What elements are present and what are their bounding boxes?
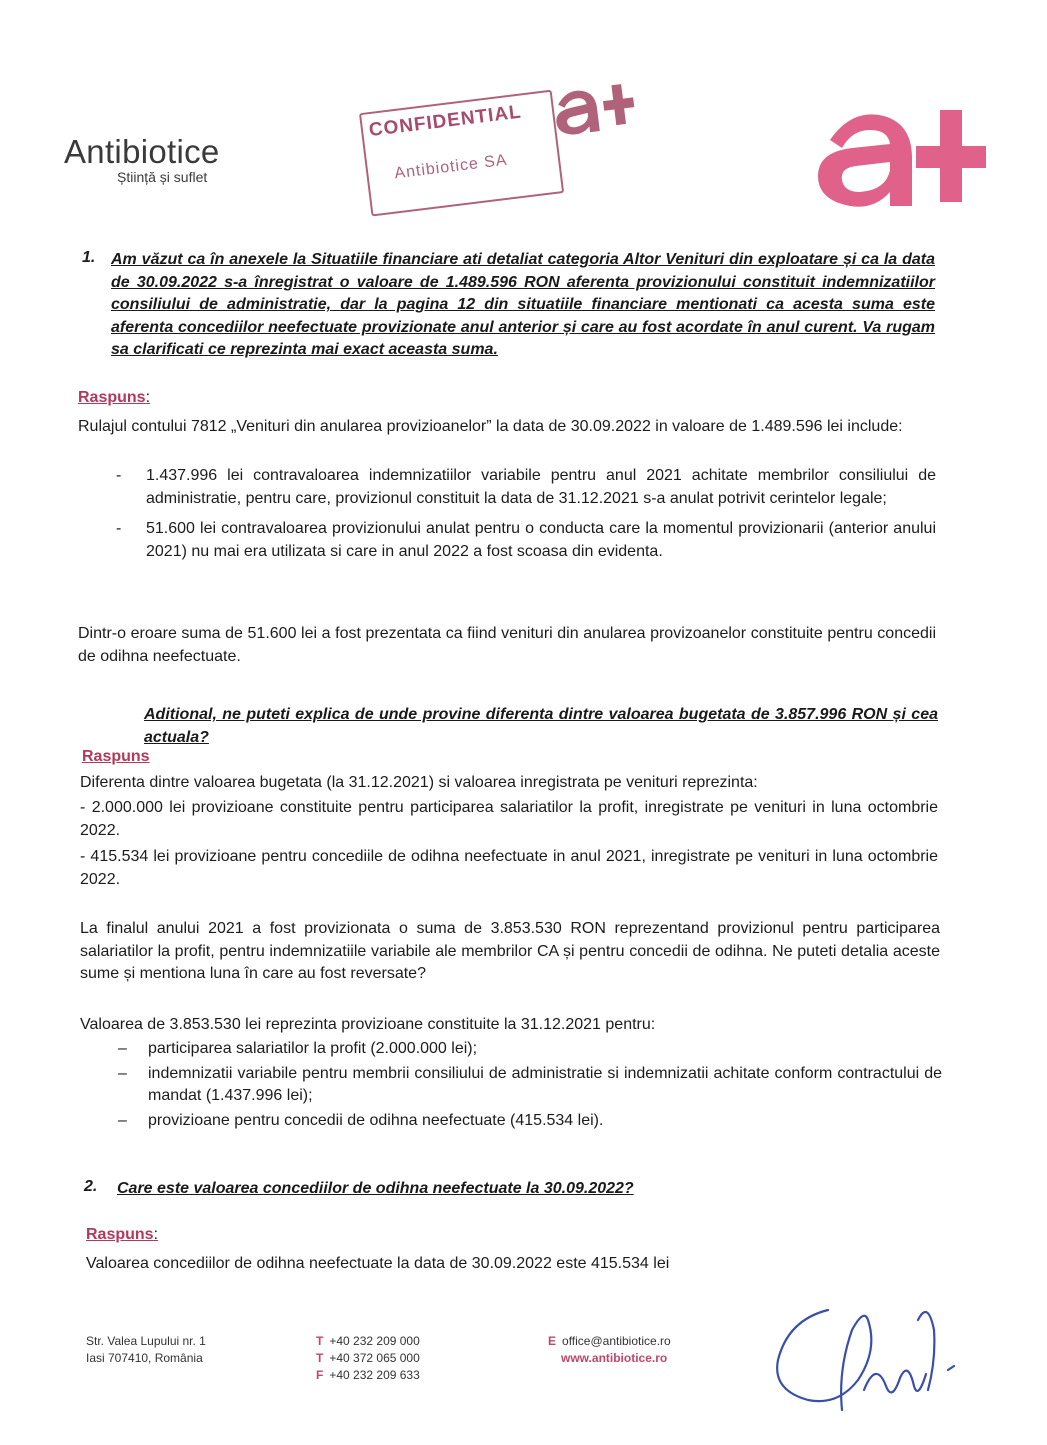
answer-1b-value-intro: Valoarea de 3.853.530 lei reprezinta provizioane constituite la 31.12.2021 pentru:	[80, 1016, 656, 1033]
footer-phones	[316, 1333, 420, 1384]
brand-name: Antibiotice	[64, 133, 220, 170]
list-item: - 51.600 lei contravaloarea provizionului anulat pentru o conducta care la momentul provizionarii (anterior anului 2021) nu mai era utilizata si care in anul 2022 a fost scoasa din evidenta.	[116, 520, 936, 560]
fax-number: +40 232 209 633	[329, 1368, 420, 1382]
fax-label: F	[316, 1368, 324, 1382]
list-item: - 1.437.996 lei contravaloarea indemnizatiilor variabile pentru anul 2021 achitate membrilor consiliului de administratie, pentru care, provizionul constituit la data de 31.12.2021 s-a anulat potrivit cerintelor legale;	[116, 467, 936, 507]
phone-1: +40 232 209 000	[329, 1334, 420, 1348]
email-link[interactable]: office@antibiotice.ro	[562, 1334, 671, 1348]
signature-icon	[768, 1290, 968, 1420]
stamp-logo-icon	[547, 72, 640, 144]
company-brand	[64, 133, 220, 185]
brand-logo-icon	[812, 100, 988, 210]
question-2-number: 2.	[84, 1178, 98, 1195]
question-1-number: 1.	[82, 249, 96, 266]
answer-1b-line-1: - 2.000.000 lei provizioane constituite pentru participarea salariatilor la profit, inregistrate pe venituri in luna octombrie 2022.	[80, 799, 938, 839]
answer-2-label: Raspuns:	[86, 1226, 159, 1243]
answer-1b-label: Raspuns	[82, 748, 150, 765]
phone-2: +40 372 065 000	[329, 1351, 420, 1365]
footer-contact	[548, 1333, 671, 1367]
answer-1-note: Dintr-o eroare suma de 51.600 lei a fost prezentata ca fiind venituri din anularea provizoanelor constituite pentru concedii de odihna neefectuate.	[78, 625, 936, 665]
address-line-2: Iasi 707410, România	[86, 1351, 203, 1365]
phone-label: T	[316, 1334, 324, 1348]
list-item: – participarea salariatilor la profit (2.000.000 lei);	[118, 1040, 478, 1057]
stamp-subtitle: Antibiotice SA	[393, 151, 509, 183]
answer-1-intro: Rulajul contului 7812 „Venituri din anularea provizioanelor” la data de 30.09.2022 in valoare de 1.489.596 lei include:	[78, 418, 903, 435]
answer-1b-paragraph: La finalul anului 2021 a fost provizionata o suma de 3.853.530 RON reprezentand provizionul pentru participarea salariatilor la profit, pentru indemnizatiile variabile ale membrilor CA și pentru concedii de odihna. Ne puteti detalia aceste sume și mentiona luna în care au fost reversate?	[80, 920, 940, 982]
answer-1b-list	[118, 1038, 942, 1134]
phone-label: T	[316, 1351, 324, 1365]
question-2-text: Care este valoarea concediilor de odihna neefectuate la 30.09.2022?	[117, 1180, 634, 1197]
email-label: E	[548, 1334, 557, 1348]
answer-1-label: Raspuns:	[78, 389, 151, 406]
address-line-1: Str. Valea Lupului nr. 1	[86, 1334, 206, 1348]
question-1b-text: Aditional, ne puteti explica de unde provine diferenta dintre valoarea bugetata de 3.857.996 RON și cea actuala?	[144, 706, 938, 746]
list-item: – indemnizatii variabile pentru membrii consiliului de administratie si indemnizatii achitate conform contractului de mandat (1.437.996 lei);	[118, 1064, 942, 1104]
footer-address	[86, 1333, 206, 1367]
confidential-stamp	[351, 65, 654, 227]
answer-2-text: Valoarea concediilor de odihna neefectuate la data de 30.09.2022 este 415.534 lei	[86, 1255, 670, 1272]
stamp-title: CONFIDENTIAL	[367, 101, 523, 142]
question-1-text: Am văzut ca în anexele la Situatiile financiare ati detaliat categoria Altor Venituri din exploatare și ca la data de 30.09.2022 s-a înregistrat o valoare de 1.489.596 RON aferenta provizionului constituit indemnizatiilor consiliului de administratie, dar la pagina 12 din situatiile financiare mentionati ca acesta suma este aferenta concediilor neefectuate provizionate anul anterior și care au fost acordate în anul curent. Va rugam sa clarificati ce reprezinta mai exact aceasta suma.	[111, 251, 935, 358]
answer-1b-line-2: - 415.534 lei provizioane pentru concediile de odihna neefectuate in anul 2021, inregistrate pe venituri in luna octombrie 2022.	[80, 848, 938, 888]
answer-1b-intro: Diferenta dintre valoarea bugetata (la 31.12.2021) si valoarea inregistrata pe venituri reprezinta:	[80, 774, 758, 791]
list-item: – provizioane pentru concedii de odihna neefectuate (415.534 lei).	[118, 1111, 604, 1129]
answer-1-list	[116, 465, 936, 571]
brand-tagline: Știință și suflet	[117, 169, 208, 185]
website-link[interactable]: www.antibiotice.ro	[561, 1351, 668, 1365]
